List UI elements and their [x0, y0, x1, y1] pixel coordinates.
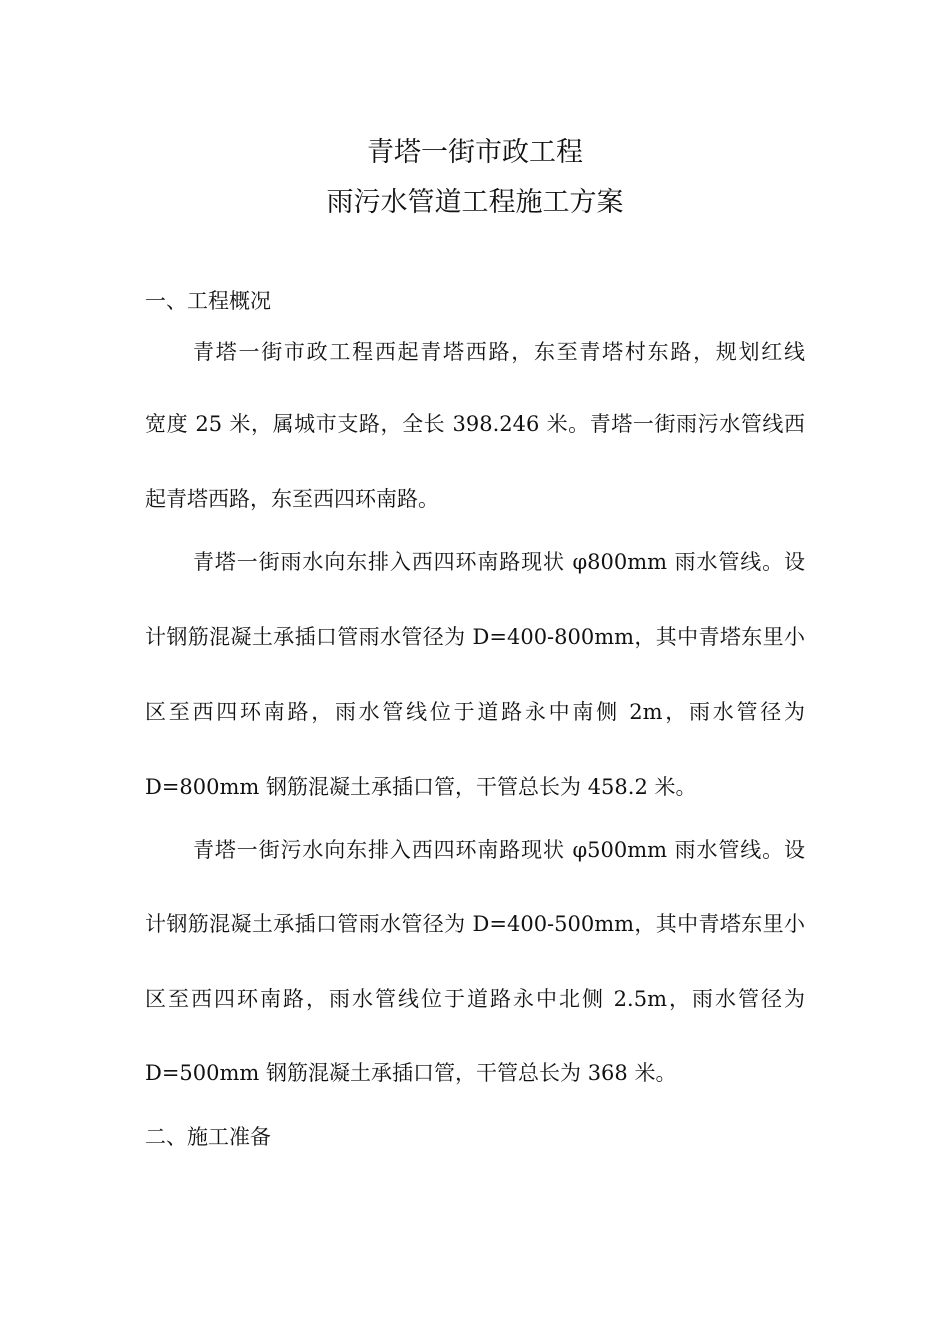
p3-line1: 青塔一街污水向东排入西四环南路现状 φ500mm 雨水管线。设 — [193, 838, 805, 862]
p1-line2: 宽度 25 米，属城市支路，全长 398.246 米。青塔一街雨污水管线西 — [145, 412, 805, 436]
p3-line4: D=500mm 钢筋混凝土承插口管，干管总长为 368 米。 — [145, 1061, 677, 1085]
p3-line2: 计钢筋混凝土承插口管雨水管径为 D=400-500mm，其中青塔东里小 — [145, 912, 805, 936]
p2-line3: 区至西四环南路，雨水管线位于道路永中南侧 2m，雨水管径为 — [145, 700, 805, 724]
p2-line4: D=800mm 钢筋混凝土承插口管，干管总长为 458.2 米。 — [145, 775, 697, 799]
section2-heading: 二、施工准备 — [145, 1125, 271, 1149]
p2-line2: 计钢筋混凝土承插口管雨水管径为 D=400-800mm，其中青塔东里小 — [145, 625, 805, 649]
p1-line1: 青塔一街市政工程西起青塔西路，东至青塔村东路，规划红线 — [193, 340, 805, 364]
p1-line3: 起青塔西路，东至西四环南路。 — [145, 487, 439, 511]
document-title-line2: 雨污水管道工程施工方案 — [326, 187, 624, 218]
section1-heading: 一、工程概况 — [145, 289, 271, 313]
p2-line1: 青塔一街雨水向东排入西四环南路现状 φ800mm 雨水管线。设 — [193, 550, 805, 574]
document-title-line1: 青塔一街市政工程 — [367, 137, 583, 168]
p3-line3: 区至西四环南路，雨水管线位于道路永中北侧 2.5m，雨水管径为 — [145, 987, 805, 1011]
